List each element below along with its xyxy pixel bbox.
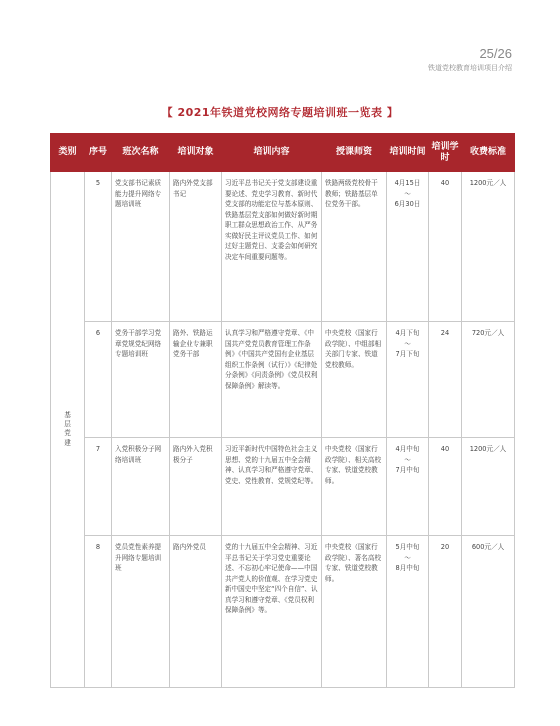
course-content: 习近平总书记关于党支部建设重要论述、党史学习教育、新时代党支部的功能定位与基本原则、铁路基层党支部如何做好新时期职工群众思想政治工作、从严务实做好民主评议党员工作、如何过好主题党日、支委会如何研究决定车间重要问题等。 [222,172,322,322]
course-target: 路内外党支部书记 [170,172,222,322]
time-end: 7月下旬 [395,350,420,359]
header-index: 序号 [85,134,112,172]
course-content: 习近平新时代中国特色社会主义思想、党的十九届五中全会精神、认真学习和严格遵守党章、党史、党性教育、党规党纪等。 [222,438,322,536]
header-name: 班次名称 [112,134,170,172]
row-index: 8 [85,536,112,688]
course-teachers: 中央党校（国家行政学院）、相关高校专家、铁道党校教师。 [322,438,387,536]
table-row [51,322,515,438]
course-teachers: 中央党校（国家行政学院）、著名高校专家、铁道党校教师。 [322,536,387,688]
time-start: 4月下旬 [395,329,420,337]
time-separator: ～ [404,455,411,464]
header-teachers: 授课师资 [322,134,387,172]
course-target: 路外、铁路运输企业专兼职党务干部 [170,322,222,438]
row-index: 7 [85,438,112,536]
category-label: 基层党建 [64,410,71,447]
time-end: 8月中旬 [395,564,420,573]
time-start: 5月中旬 [395,543,420,551]
course-name: 党务干部学习党章党规党纪网络专题培训班 [112,322,170,438]
course-teachers: 铁路两级党校骨干教师；铁路基层单位党务干部。 [322,172,387,322]
course-hours: 24 [429,322,462,438]
course-teachers: 中央党校（国家行政学院）、中组部相关部门专家、铁道党校教师。 [322,322,387,438]
table-row [51,536,515,688]
time-start: 4月中旬 [395,445,420,453]
header-content: 培训内容 [222,134,322,172]
course-time [387,322,429,438]
table-row [51,438,515,536]
course-fee: 600元／人 [462,536,515,688]
row-index: 5 [85,172,112,322]
header-row [51,134,515,172]
time-separator: ～ [404,339,411,348]
course-name: 党员党性素养提升网络专题培训班 [112,536,170,688]
time-end: 6月30日 [394,200,421,209]
course-time [387,172,429,322]
course-time [387,536,429,688]
header-target: 培训对象 [170,134,222,172]
table-row [51,172,515,322]
course-time [387,438,429,536]
header-fee: 收费标准 [462,134,515,172]
category-cell [51,172,85,688]
course-fee: 720元／人 [462,322,515,438]
training-schedule-table [50,133,515,688]
course-hours: 20 [429,536,462,688]
header-hours: 培训学时 [429,134,462,172]
page-subtitle: 铁道党校教育培训项目介绍 [428,64,512,72]
course-hours: 40 [429,438,462,536]
course-name: 党支部书记素质能力提升网络专题培训班 [112,172,170,322]
course-fee: 1200元／人 [462,172,515,322]
course-target: 路内外入党积极分子 [170,438,222,536]
header-category: 类别 [51,134,85,172]
time-separator: ～ [404,189,411,198]
document-title: 【 2021年铁道党校网络专题培训班一览表 】 [161,106,399,119]
course-content: 认真学习和严格遵守党章、《中国共产党党员教育管理工作条例》《中国共产党国有企业基层组织工作条例（试行）》《纪律处分条例》《问责条例》《党员权利保障条例》解读等。 [222,322,322,438]
time-separator: ～ [404,553,411,562]
row-index: 6 [85,322,112,438]
page-number: 25/26 [479,46,512,61]
time-end: 7月中旬 [395,466,420,475]
course-name: 入党积极分子网络培训班 [112,438,170,536]
course-hours: 40 [429,172,462,322]
header-time: 培训时间 [387,134,429,172]
course-fee: 1200元／人 [462,438,515,536]
time-start: 4月15日 [394,179,421,187]
course-target: 路内外党员 [170,536,222,688]
course-content: 党的十九届五中全会精神、习近平总书记关于学习党史重要论述、不忘初心牢记使命——中国共产党人的价值观、在学习党史新中国史中坚定“四个自信”、认真学习和遵守党章、《党员权利保障条例》等。 [222,536,322,688]
